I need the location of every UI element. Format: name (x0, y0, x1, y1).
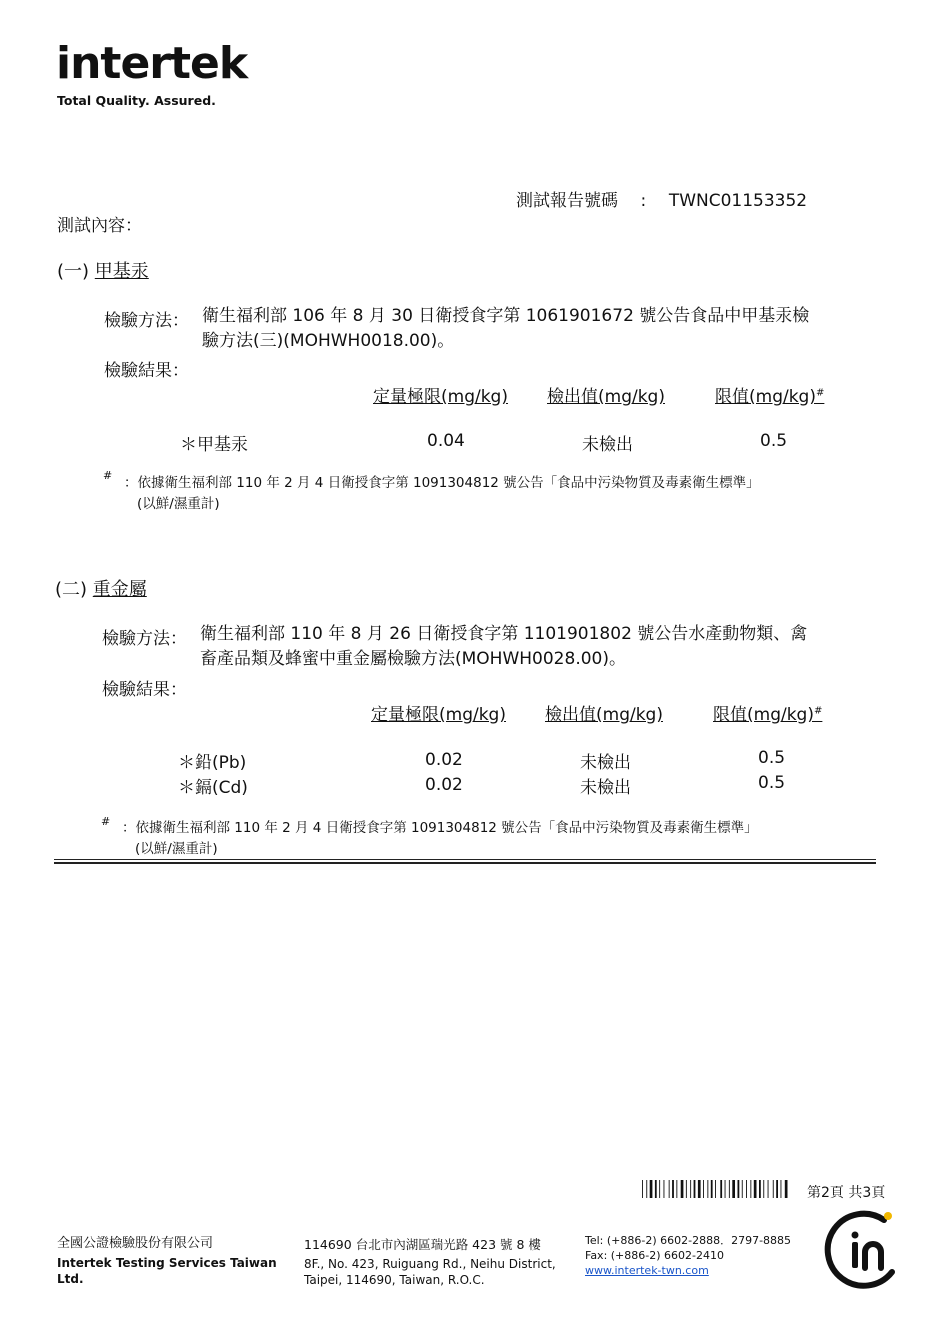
section2-number: (二) (55, 579, 88, 600)
section2-title (55, 575, 147, 601)
section2-note (122, 818, 758, 860)
page-indicator: 第2頁 共3頁 (807, 1185, 886, 1201)
section1-col-limit-text: 限值(mg/kg) (715, 387, 816, 407)
section1-note-line2: (以鮮/濕重計) (137, 496, 220, 512)
section2-note-line1: ：依據衛生福利部 110 年 2 月 4 日衛授食字第 1091304812 號公告「食品中污染物質及毒素衛生標準」 (122, 820, 758, 836)
footer-tel: Tel: (+886-2) 6602-2888．2797-8885 (585, 1234, 792, 1247)
section2-col-detected: 檢出值(mg/kg) (545, 705, 663, 725)
report-number-value: TWNC01153352 (668, 191, 808, 211)
section1-title-text: 甲基汞 (94, 261, 149, 282)
footer-address-en1: 8F., No. 423, Ruiguang Rd., Neihu District, (304, 1257, 556, 1271)
report-number-label: 測試報告號碼 (516, 191, 618, 211)
intertek-circle-logo (822, 1208, 904, 1290)
section2-note-mark: # (101, 815, 111, 828)
section2-col-limit (713, 700, 822, 725)
footer-company (57, 1236, 287, 1287)
section1-result-label: 檢驗結果： (104, 361, 189, 381)
section1-row1-limit: 0.5 (760, 431, 788, 451)
section2-method-label: 檢驗方法： (102, 629, 187, 649)
section1-row1-detected: 未檢出 (582, 435, 633, 455)
section2-row1-loq: 0.02 (425, 750, 463, 770)
section2-row1-limit: 0.5 (758, 748, 786, 768)
section1-note-mark: # (103, 469, 113, 482)
footer-website-link[interactable]: www.intertek-twn.com (585, 1264, 709, 1277)
section1-number: (一) (57, 261, 90, 282)
section2-method-line2: 畜產品類及蜂蜜中重金屬檢驗方法(MOHWH0028.00)。 (200, 649, 626, 669)
section1-method-line2: 驗方法(三)(MOHWH0018.00)。 (202, 331, 455, 351)
section2-row2-detected: 未檢出 (580, 778, 631, 798)
section2-row1-detected: 未檢出 (580, 753, 631, 773)
section2-method-text (200, 622, 860, 672)
section2-col-limit-text: 限值(mg/kg) (713, 705, 814, 725)
test-content-label: 測試內容： (57, 216, 142, 236)
section2-col-limit-mark: # (813, 705, 823, 717)
section1-method-text (202, 304, 862, 354)
section2-note-line2: (以鮮/濕重計) (135, 841, 218, 857)
section1-title (57, 257, 149, 283)
section1-method-label: 檢驗方法： (104, 311, 189, 331)
intertek-logo: intertek (56, 38, 248, 89)
section2-row2-limit: 0.5 (758, 773, 786, 793)
footer-address (304, 1237, 564, 1288)
section2-row2-loq: 0.02 (425, 775, 463, 795)
section1-col-loq: 定量極限(mg/kg) (373, 387, 508, 407)
section1-row1-loq: 0.04 (427, 431, 465, 451)
section1-col-limit-mark: # (815, 387, 825, 399)
footer-fax: Fax: (+886-2) 6602-2410 (585, 1249, 724, 1262)
section2-method-line1: 衛生福利部 110 年 8 月 26 日衛授食字第 1101901802 號公告水產動物類、禽 (200, 624, 808, 644)
footer-company-zh: 全國公證檢驗股份有限公司 (57, 1236, 214, 1251)
barcode (642, 1180, 790, 1198)
end-rule-thin (54, 859, 876, 860)
section1-col-detected: 檢出值(mg/kg) (547, 387, 665, 407)
section2-result-label: 檢驗結果： (102, 680, 187, 700)
section1-col-limit (715, 382, 824, 407)
section2-col-loq: 定量極限(mg/kg) (371, 705, 506, 725)
section1-note-line1: ：依據衛生福利部 110 年 2 月 4 日衛授食字第 1091304812 號公告「食品中污染物質及毒素衛生標準」 (124, 475, 760, 491)
end-rule-thick (54, 862, 876, 864)
section2-title-text: 重金屬 (92, 579, 147, 600)
section1-note (124, 473, 760, 515)
section1-method-line1: 衛生福利部 106 年 8 月 30 日衛授食字第 1061901672 號公告食品中甲基汞檢 (202, 306, 810, 326)
logo-tagline: Total Quality. Assured. (57, 93, 216, 108)
section2-row2-item: ＊鎘(Cd) (178, 778, 248, 798)
section1-row1-item: ＊甲基汞 (180, 435, 248, 455)
section2-row1-item: ＊鉛(Pb) (178, 753, 247, 773)
footer-address-zh: 114690 台北市內湖區瑞光路 423 號 8 樓 (304, 1237, 541, 1252)
footer-contact (585, 1233, 810, 1278)
report-number-line (516, 186, 807, 211)
footer-company-en: Intertek Testing Services Taiwan Ltd. (57, 1256, 277, 1286)
report-number-separator: : (640, 191, 647, 211)
footer-address-en2: Taipei, 114690, Taiwan, R.O.C. (304, 1273, 485, 1287)
